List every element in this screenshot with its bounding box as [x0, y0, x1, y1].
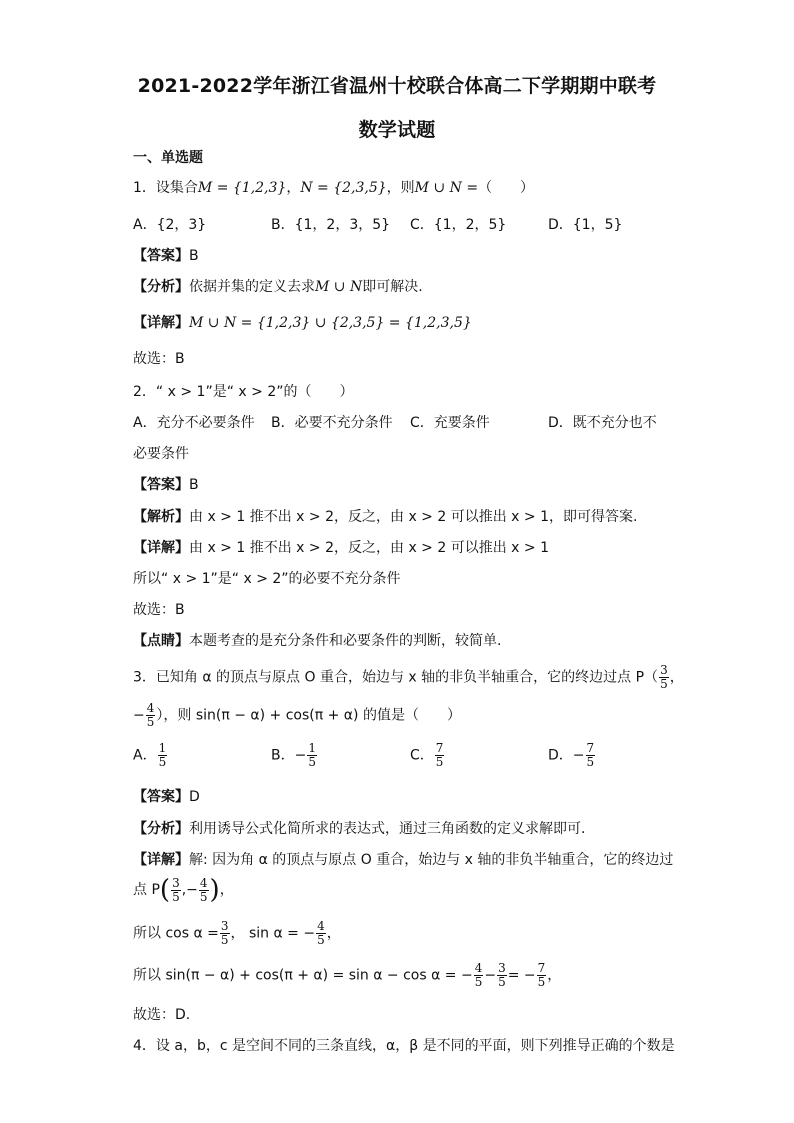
- q2-option-c: C．充要条件: [410, 415, 490, 431]
- q1-detail: [133, 312, 472, 332]
- q3-answer-value: D: [189, 789, 200, 805]
- q1-paren: （ ）: [478, 180, 535, 196]
- q1-stem-text2: ，则: [386, 180, 415, 196]
- q3-detail: [133, 849, 673, 869]
- section-heading: 一、单选题: [133, 150, 203, 166]
- q1-expr: M ∪ N =: [414, 180, 479, 196]
- q2-detail-text: 由 x > 1 推不出 x > 2，反之，由 x > 2 可以推出 x > 1: [189, 540, 549, 556]
- q1-stem: [133, 177, 534, 197]
- q2-answer: [133, 474, 199, 494]
- detail-tag: 【详解】: [133, 852, 189, 868]
- q3-stem-cont: − $\frac{4}{5}$ ），则 sin(π − α) + cos(π + α) 的值是（ ）: [133, 701, 461, 729]
- answer-tag: 【答案】: [133, 477, 189, 493]
- q2-option-b: B．必要不充分条件: [271, 415, 393, 431]
- exam-subtitle: 数学试题: [358, 119, 436, 141]
- q3-option-b: B．− $\frac{1}{5}$: [271, 741, 316, 769]
- q2-answer-value: B: [189, 477, 199, 493]
- q1-detail-expr: M ∪ N = {1,2,3} ∪ {2,3,5} = {1,2,3,5}: [189, 315, 472, 331]
- q3-option-c: C． $\frac{7}{5}$: [410, 741, 444, 769]
- q1-stem-text: 设集合: [155, 180, 198, 196]
- q3-detail-point: 点 P( $\frac{3}{5}$ ,− $\frac{4}{5}$ )，: [133, 875, 234, 905]
- q1-answer-value: B: [189, 248, 199, 264]
- q2-comment: [133, 630, 501, 650]
- q1-set-n: N = {2,3,5}: [300, 180, 387, 196]
- q1-analysis-text2: 即可解决.: [362, 279, 423, 295]
- q1-analysis: [133, 276, 423, 296]
- answer-tag: 【答案】: [133, 789, 189, 805]
- detail-tag: 【详解】: [133, 540, 189, 556]
- q1-option-c: C．{1，2，5}: [410, 217, 507, 233]
- q4-number: 4．: [133, 1038, 156, 1054]
- q3-cos-sin: 所以 cos α = $\frac{3}{5}$ ， sin α = − $\frac{4}{5}$ ，: [133, 919, 341, 947]
- detail-tag: 【详解】: [133, 315, 189, 331]
- q3-sum: 所以 sin(π − α) + cos(π + α) = sin α − cos α = − $\frac{4}{5}$ − $\frac{3}{5}$ = − $\frac{7}{5}$ ，: [133, 961, 562, 989]
- q2-choose: 故选：B: [133, 602, 185, 618]
- q1-option-a: A．{2，3}: [133, 217, 207, 233]
- q3-stem-text2: ），则 sin(π − α) + cos(π + α) 的值是（ ）: [156, 707, 461, 724]
- q1-option-b: B．{1，2，3，5}: [271, 217, 391, 233]
- q3-answer: [133, 786, 200, 806]
- q1-option-d: D．{1，5}: [548, 217, 623, 233]
- comment-tag: 【点睛】: [133, 633, 189, 649]
- q2-analysis: [133, 506, 637, 526]
- q3-analysis-text: 利用诱导公式化简所求的表达式，通过三角函数的定义求解即可．: [189, 821, 595, 837]
- q1-analysis-expr: M ∪ N: [315, 279, 363, 295]
- q3-detail-text: 解: 因为角 α 的顶点与原点 O 重合，始边与 x 轴的非负半轴重合，它的终边过: [189, 852, 674, 868]
- answer-tag: 【答案】: [133, 248, 189, 264]
- q3-analysis: [133, 818, 595, 838]
- q2-analysis-text: 由 x > 1 推不出 x > 2，反之，由 x > 2 可以推出 x > 1，即可得答案.: [189, 509, 638, 525]
- analysis-tag: 【解析】: [133, 509, 189, 525]
- q2-option-a: A．充分不必要条件: [133, 415, 255, 431]
- q2-detail: [133, 537, 549, 557]
- exam-title: 2021-2022学年浙江省温州十校联合体高二下学期期中联考: [137, 75, 657, 97]
- q1-choose: 故选：B: [133, 351, 185, 367]
- q2-comment-text: 本题考查的是充分条件和必要条件的判断，较简单.: [189, 633, 502, 649]
- analysis-tag: 【分析】: [133, 279, 189, 295]
- q2-detail-conclusion: 所以“ x > 1”是“ x > 2”的必要不充分条件: [133, 571, 401, 587]
- q2-stem: [133, 381, 353, 401]
- q1-answer: [133, 245, 199, 265]
- q3-frac-4-5: $\frac{4}{5}$: [146, 701, 155, 729]
- q4-stem-text: 设 a，b，c 是空间不同的三条直线，α，β 是不同的平面，则下列推导正确的个数是: [155, 1038, 675, 1054]
- q2-number: 2．: [133, 384, 156, 400]
- q1-sep: ，: [286, 180, 301, 196]
- q3-stem: 3．已知角 α 的顶点与原点 O 重合，始边与 x 轴的非负半轴重合，它的终边过点 P（ $\frac{3}{5}$ ，: [133, 663, 684, 691]
- q3-choose: 故选：D.: [133, 1007, 191, 1023]
- q1-analysis-text: 依据并集的定义去求: [189, 279, 315, 295]
- q3-frac-3-5: $\frac{3}{5}$: [660, 663, 668, 691]
- q4-stem: [133, 1035, 675, 1055]
- q3-option-a: A． $\frac{1}{5}$: [133, 741, 167, 769]
- q3-stem-text: 已知角 α 的顶点与原点 O 重合，始边与 x 轴的非负半轴重合，它的终边过点 P（: [155, 669, 659, 686]
- analysis-tag: 【分析】: [133, 821, 189, 837]
- q2-stem-text: “ x > 1”是“ x > 2”的（ ）: [155, 384, 354, 400]
- q2-option-d: D．既不充分也不: [548, 415, 657, 431]
- q3-option-d: D．− $\frac{7}{5}$: [548, 741, 595, 769]
- q2-option-d-cont: 必要条件: [133, 446, 189, 462]
- q1-set-m: M = {1,2,3}: [197, 180, 287, 196]
- q3-number: 3．: [133, 669, 156, 686]
- q1-number: 1．: [133, 180, 156, 196]
